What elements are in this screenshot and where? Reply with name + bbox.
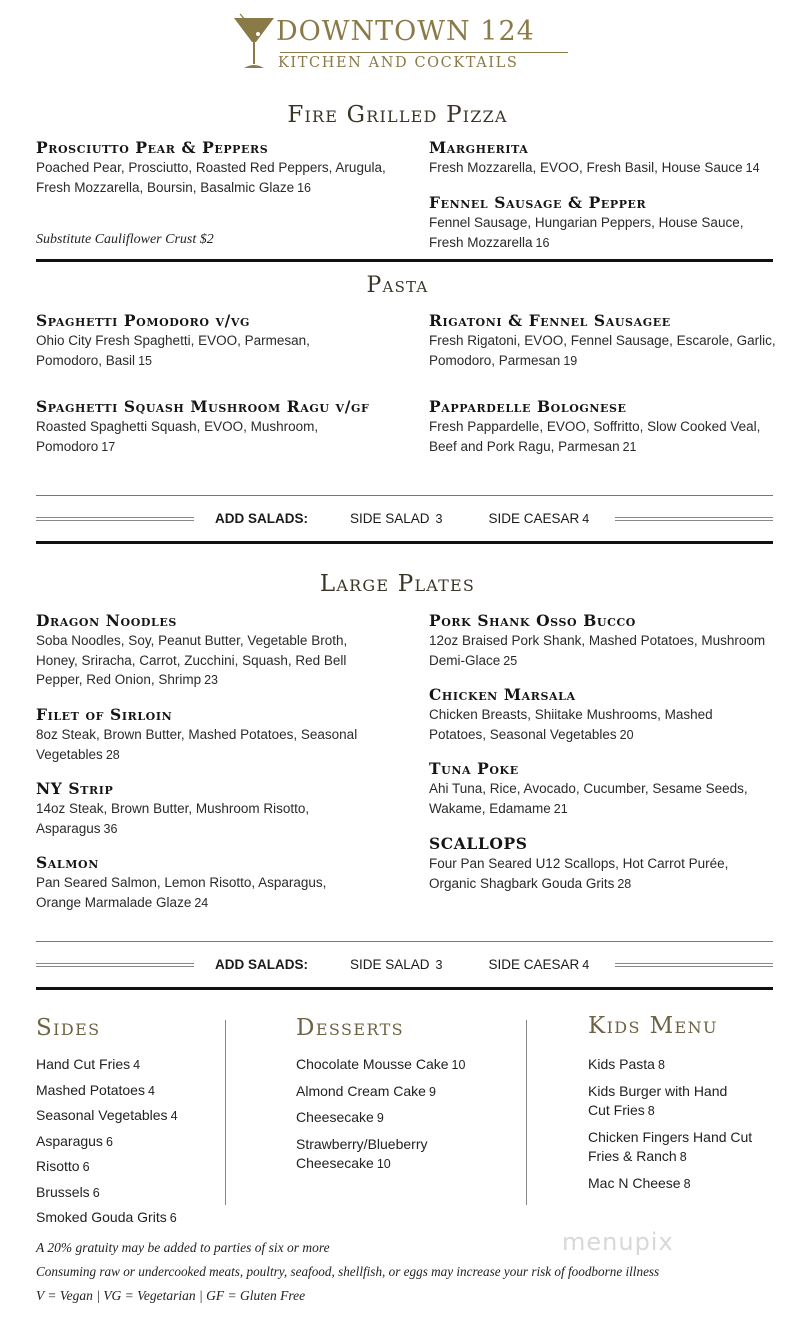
item-price: 20 — [619, 727, 634, 742]
dietary-legend: V = Vegan | VG = Vegetarian | GF = Gluten Free — [36, 1288, 306, 1303]
section-divider — [36, 259, 773, 262]
sides-list — [36, 1055, 221, 1234]
item-description: 8oz Steak, Brown Butter, Mashed Potatoes, Seasonal Vegetables 28 — [36, 727, 358, 762]
section-title-kids: Kids Menu — [588, 1013, 718, 1039]
item-description: Poached Pear, Prosciutto, Roasted Red Peppers, Arugula, Fresh Mozzarella, Boursin, Basalmic Glaze 16 — [36, 160, 386, 195]
item-name: Chicken Marsala — [429, 685, 576, 704]
item-name: Pappardelle Bolognese — [429, 397, 627, 416]
item-name: Filet of Sirloin — [36, 705, 173, 724]
list-item: Mac N Cheese 8 — [588, 1174, 691, 1191]
column-separator — [526, 1020, 527, 1205]
menu-item-scallops — [429, 835, 774, 894]
menu-item-spaghetti-pomodoro — [36, 312, 396, 371]
item-name: Pork Shank Osso Bucco — [429, 611, 636, 630]
add-salads-row — [215, 511, 589, 526]
item-description: 12oz Braised Pork Shank, Mashed Potatoes, Mushroom Demi-Glace 25 — [429, 633, 766, 668]
item-description: Chicken Breasts, Shiitake Mushrooms, Mashed Potatoes, Seasonal Vegetables 20 — [429, 707, 713, 742]
add-salads-label: ADD SALADS: — [215, 957, 308, 972]
decorative-rule-left — [36, 517, 194, 521]
section-title-pasta: Pasta — [366, 273, 429, 298]
menu-item-filet-of-sirloin — [36, 706, 381, 765]
item-price: 21 — [622, 439, 637, 454]
item-name: Spaghetti Squash Mushroom Ragu v/gf — [36, 397, 370, 416]
item-name: Prosciutto Pear & Peppers — [36, 138, 269, 157]
desserts-list — [296, 1055, 496, 1174]
list-item: Mashed Potatoes 4 — [36, 1081, 155, 1098]
list-item: Almond Cream Cake 9 — [296, 1082, 436, 1099]
item-name: Tuna Poke — [429, 759, 519, 778]
watermark: menupix — [562, 1228, 674, 1256]
decorative-rule-right — [615, 963, 773, 967]
item-name: Salmon — [36, 853, 99, 872]
item-price: 24 — [194, 895, 209, 910]
item-price: 17 — [101, 439, 116, 454]
item-price: 14 — [745, 161, 760, 175]
column-separator — [225, 1020, 226, 1205]
item-name: Margherita — [429, 138, 529, 157]
item-price: 21 — [553, 801, 568, 816]
item-description: Ohio City Fresh Spaghetti, EVOO, Parmesan, Pomodoro, Basil 15 — [36, 333, 310, 368]
add-salads-row — [215, 957, 589, 972]
item-price: 16 — [535, 235, 550, 250]
crust-note: Substitute Cauliflower Crust $2 — [36, 232, 214, 247]
menu-item-spaghetti-squash — [36, 398, 376, 457]
section-title-sides: Sides — [36, 1015, 101, 1041]
martini-glass-icon — [232, 12, 276, 72]
menu-item-pappardelle — [429, 398, 774, 457]
item-name: SCALLOPS — [429, 834, 528, 853]
item-name: Spaghetti Pomodoro v/vg — [36, 311, 251, 330]
item-price: 28 — [617, 876, 632, 891]
item-name: Rigatoni & Fennel Sausagee — [429, 311, 671, 330]
item-price: 19 — [563, 353, 578, 368]
item-price: 25 — [503, 653, 518, 668]
item-description: Fresh Rigatoni, EVOO, Fennel Sausage, Escarole, Garlic, Pomodoro, Parmesan 19 — [429, 333, 776, 368]
decorative-rule-left — [36, 963, 194, 967]
item-description: Soba Noodles, Soy, Peanut Butter, Vegetable Broth, Honey, Sriracha, Carrot, Zucchini, Squash, Red Bell Pepper, Red Onion, Shrimp 23 — [36, 633, 348, 687]
side-salad-price: 3 — [435, 511, 443, 526]
item-description: Fennel Sausage, Hungarian Peppers, House Sauce, Fresh Mozzarella 16 — [429, 215, 744, 250]
add-salads-label: ADD SALADS: — [215, 511, 308, 526]
menu-item-fennel-sausage-pepper — [429, 194, 774, 253]
list-item: Strawberry/Blueberry Cheesecake 10 — [296, 1135, 428, 1171]
kids-list — [588, 1055, 773, 1194]
logo — [232, 12, 577, 72]
item-name: Dragon Noodles — [36, 611, 177, 630]
menu-item-salmon — [36, 854, 381, 913]
item-price: 36 — [103, 821, 118, 836]
brand-divider — [280, 52, 568, 53]
menu-item-prosciutto-pear — [36, 139, 396, 198]
section-divider — [36, 541, 773, 544]
menu-item-pork-shank — [429, 612, 779, 671]
side-salad: SIDE SALAD — [350, 957, 430, 972]
gratuity-note: A 20% gratuity may be added to parties of six or more — [36, 1240, 330, 1255]
item-price: 16 — [297, 180, 311, 195]
section-title-pizza: Fire Grilled Pizza — [287, 102, 508, 128]
list-item: Risotto 6 — [36, 1158, 90, 1174]
list-item: Smoked Gouda Grits 6 — [36, 1209, 177, 1225]
item-price: 28 — [105, 747, 120, 762]
menu-item-chicken-marsala — [429, 686, 774, 745]
list-item: Seasonal Vegetables 4 — [36, 1107, 178, 1123]
list-item: Brussels 6 — [36, 1183, 100, 1200]
foodborne-warning: Consuming raw or undercooked meats, poultry, seafood, shellfish, or eggs may increase your risk of foodborne illness — [36, 1264, 660, 1279]
divider-line — [36, 495, 773, 496]
item-description: Fresh Pappardelle, EVOO, Soffritto, Slow Cooked Veal, Beef and Pork Ragu, Parmesan 21 — [429, 419, 761, 454]
section-divider — [36, 987, 773, 990]
brand-subtitle: KITCHEN AND COCKTAILS — [278, 55, 519, 71]
list-item: Chocolate Mousse Cake 10 — [296, 1056, 466, 1072]
brand-name: DOWNTOWN 124 — [276, 16, 535, 47]
item-price: 23 — [204, 673, 218, 687]
list-item: Hand Cut Fries 4 — [36, 1056, 141, 1072]
side-caesar: SIDE CAESAR — [488, 957, 580, 972]
item-description: Four Pan Seared U12 Scallops, Hot Carrot Purée, Organic Shagbark Gouda Grits 28 — [429, 856, 729, 891]
item-description: 14oz Steak, Brown Butter, Mushroom Risotto, Asparagus 36 — [36, 801, 310, 836]
menu-item-dragon-noodles — [36, 612, 381, 691]
side-salad: SIDE SALAD — [350, 511, 430, 526]
item-name: Fennel Sausage & Pepper — [429, 193, 647, 212]
list-item: Chicken Fingers Hand Cut Fries & Ranch 8 — [588, 1128, 753, 1164]
item-description: Pan Seared Salmon, Lemon Risotto, Asparagus, Orange Marmalade Glaze 24 — [36, 875, 327, 910]
item-description: Roasted Spaghetti Squash, EVOO, Mushroom, Pomodoro 17 — [36, 419, 319, 454]
side-caesar: SIDE CAESAR — [488, 511, 580, 526]
list-item: Cheesecake 9 — [296, 1109, 384, 1125]
menu-item-rigatoni-fennel — [429, 312, 779, 371]
item-description: Ahi Tuna, Rice, Avocado, Cucumber, Sesame Seeds, Wakame, Edamame 21 — [429, 781, 748, 816]
menu-item-tuna-poke — [429, 760, 774, 819]
item-description: Fresh Mozzarella, EVOO, Fresh Basil, House Sauce 14 — [429, 160, 760, 175]
list-item: Kids Pasta 8 — [588, 1056, 665, 1072]
item-name: NY Strip — [36, 779, 114, 798]
section-title-desserts: Desserts — [296, 1015, 405, 1041]
list-item: Asparagus 6 — [36, 1132, 113, 1149]
item-price: 15 — [138, 353, 152, 368]
section-title-large-plates: Large Plates — [319, 571, 476, 597]
divider-line — [36, 941, 773, 942]
list-item: Kids Burger with Hand Cut Fries 8 — [588, 1082, 728, 1118]
menu-item-ny-strip — [36, 780, 381, 839]
decorative-rule-right — [615, 517, 773, 521]
side-caesar-price: 4 — [582, 957, 590, 972]
side-salad-price: 3 — [435, 957, 443, 972]
side-caesar-price: 4 — [582, 511, 590, 526]
menu-item-margherita — [429, 139, 774, 179]
